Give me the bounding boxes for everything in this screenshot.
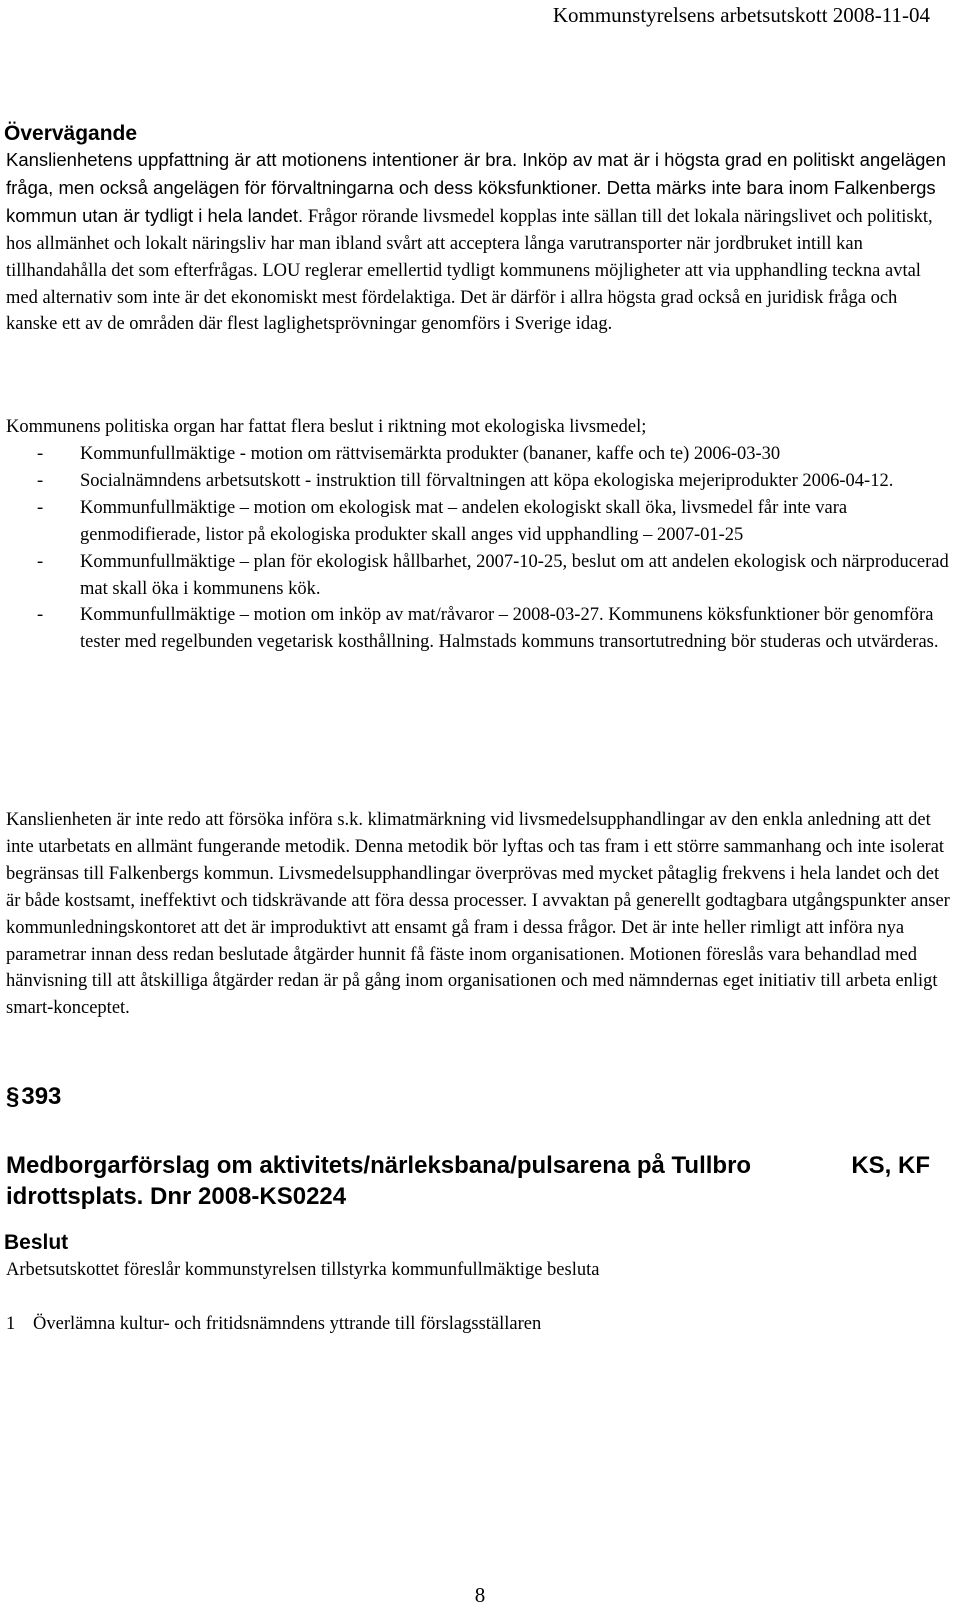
list-item xyxy=(6,549,951,603)
paragraph-overvagande-serif: Frågor rörande livsmedel kopplas inte sällan till det lokala näringslivet och politiskt, hos allmänhet och lokalt näringsliv har man ibland svårt att acceptera långa varutransporter när jordbruket intill kan tillhandahålla det som efterfrågas. LOU reglerar emellertid tydligt kommunens möjligheter att via upphandling teckna avtal med alternativ som inte är det ekonomiskt mest fördelaktiga. Det är därför i allra högsta grad också en juridisk fråga och kanske ett av de områden där flest laglighetsprövningar genomförs i Sverige idag. xyxy=(6,206,933,335)
list-item xyxy=(6,441,951,468)
heading-overvagande: Övervägande xyxy=(4,122,138,145)
page-number: 8 xyxy=(474,1583,486,1607)
list-bullet: - xyxy=(37,470,44,491)
section-title: Medborgarförslag om aktivitets/närleksbana/pulsarena på Tullbro idrottsplats. Dnr 2008-KS0224 xyxy=(6,1152,752,1210)
page-header: Kommunstyrelsens arbetsutskott 2008-11-04 xyxy=(552,3,930,27)
decisions-list xyxy=(6,441,951,656)
list-item-text: Kommunfullmäktige – motion om ekologisk mat – andelen ekologiskt skall öka, livsmedel får inte vara genmodifierade, listor på ekologiska produkter skall anges vid upphandling – 2007-01-25 xyxy=(80,497,848,545)
section-recipients: KS, KF xyxy=(851,1152,930,1179)
list-item-text: Kommunfullmäktige - motion om rättvisemärkta produkter (bananer, kaffe och te) 2006-03-30 xyxy=(80,444,781,464)
section-number: 393 xyxy=(21,1083,62,1110)
list-bullet: - xyxy=(37,444,44,464)
decision-item-number: 1 xyxy=(6,1314,16,1334)
list-bullet: - xyxy=(37,497,44,518)
list-item xyxy=(6,468,951,495)
paragraph-overvagande-sans: Kanslienhetens uppfattning är att motionens intentioner är bra. Inköp av mat är i högsta grad en politiskt angelägen fråga, men också angelägen för förvaltningarna och dess köksfunktioner. Detta märks inte bara inom Falkenbergs kommun utan är tydligt i hela landet. xyxy=(6,149,946,226)
section-marker xyxy=(6,1082,61,1112)
section-sign-icon: § xyxy=(6,1083,20,1110)
paragraph-overvagande xyxy=(6,147,951,338)
decision-item xyxy=(6,1311,541,1337)
decision-item-text: Överlämna kultur- och fritidsnämndens yttrande till förslagsställaren xyxy=(33,1314,542,1334)
beslut-text: Arbetsutskottet föreslår kommunstyrelsen tillstyrka kommunfullmäktige besluta xyxy=(6,1260,600,1280)
list-item xyxy=(6,495,951,549)
decisions-intro: Kommunens politiska organ har fattat flera beslut i riktning mot ekologiska livsmedel; xyxy=(6,417,647,437)
list-bullet: - xyxy=(37,551,44,572)
list-item-text: Socialnämndens arbetsutskott - instruktion till förvaltningen att köpa ekologiska mejeriprodukter 2006-04-12. xyxy=(80,470,894,491)
list-item xyxy=(6,602,951,656)
list-bullet: - xyxy=(37,605,44,626)
list-item-text: Kommunfullmäktige – plan för ekologisk hållbarhet, 2007-10-25, beslut om att andelen ekologisk och närproducerad mat skall öka i kommunens kök. xyxy=(80,551,949,599)
list-item-text: Kommunfullmäktige – motion om inköp av mat/råvaror – 2008-03-27. Kommunens köksfunktioner bör genomföra tester med regelbunden vegetarisk kosthållning. Halmstads kommuns transortutredning bör studeras och utvärderas. xyxy=(80,605,939,653)
heading-beslut: Beslut xyxy=(4,1231,69,1254)
paragraph-conclusion: Kanslienheten är inte redo att försöka införa s.k. klimatmärkning vid livsmedelsupphandlingar av den enkla anledning att det inte utarbetats en allmänt fungerande metodik. Denna metodik bör lyftas och tas fram i ett större sammanhang och inte isolerat begränsas till Falkenbergs kommun. Livsmedelsupphandlingar överprövas med mycket påtaglig frekvens i hela landet och det är både kostsamt, ineffektivt och tidskrävande att föra dessa processer. I avvaktan på generellt godtagbara utgångspunkter anser kommunledningskontoret att det är improduktivt att ensamt gå fram i dessa frågor. Det är inte heller rimligt att införa nya parametrar innan dess redan beslutade åtgärder hunnit få fäste inom organisationen. Motionen föreslås vara behandlad med hänvisning till att åtskilliga åtgärder redan är på gång inom organisationen och med nämndernas eget initiativ till arbeta enligt smart-konceptet. xyxy=(6,810,950,1019)
